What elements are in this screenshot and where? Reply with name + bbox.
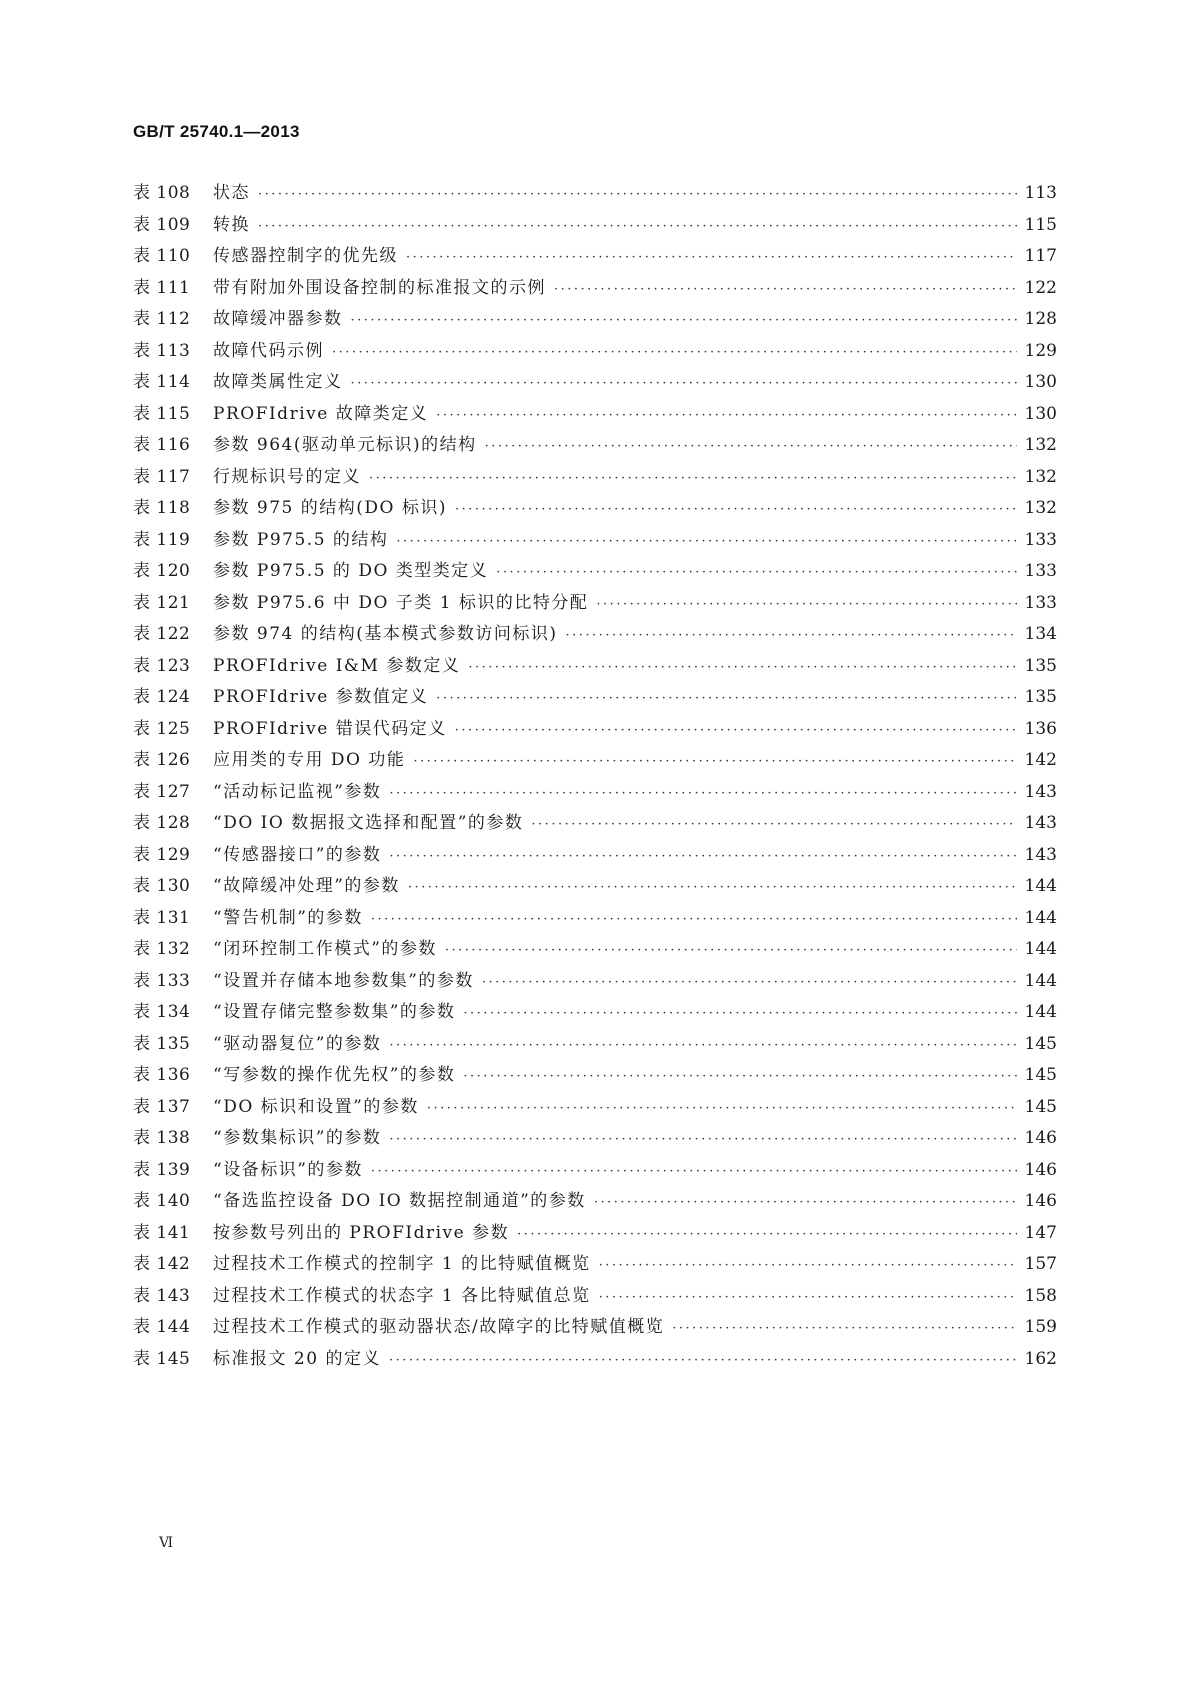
toc-entry — [133, 210, 1057, 242]
toc-entry — [133, 934, 1057, 966]
toc-entry — [133, 493, 1057, 525]
toc-entry — [133, 430, 1057, 462]
toc-entry-number: 表 127 — [133, 781, 191, 802]
toc-entry-page: 132 — [1024, 435, 1057, 455]
toc-dot-leader — [258, 219, 1017, 234]
toc-dot-leader — [389, 786, 1017, 801]
toc-entry — [133, 1249, 1057, 1281]
toc-dot-leader — [351, 313, 1018, 328]
toc-dot-leader — [531, 817, 1017, 832]
toc-dot-leader — [396, 534, 1017, 549]
toc-dot-leader — [406, 250, 1017, 265]
toc-dot-leader — [672, 1321, 1017, 1336]
toc-entry-title: 过程技术工作模式的控制字 1 的比特赋值概览 — [213, 1254, 591, 1274]
toc-entry — [133, 1092, 1057, 1124]
toc-dot-leader — [351, 376, 1018, 391]
toc-dot-leader — [389, 1038, 1017, 1053]
toc-dot-leader — [427, 1101, 1017, 1116]
toc-entry-page: 157 — [1024, 1254, 1057, 1274]
toc-entry-title: “DO 标识和设置”的参数 — [213, 1096, 419, 1117]
toc-entry-title: “设置并存储本地参数集”的参数 — [213, 970, 474, 991]
toc-entry-number: 表 141 — [133, 1222, 191, 1243]
toc-entry-page: 134 — [1024, 624, 1057, 644]
toc-entry — [133, 241, 1057, 273]
toc-entry-title: “故障缓冲处理”的参数 — [213, 876, 400, 896]
toc-dot-leader — [463, 1069, 1017, 1084]
toc-entry — [133, 871, 1057, 903]
toc-entry-title: 状态 — [213, 183, 250, 203]
toc-entry-title: PROFIdrive I&M 参数定义 — [213, 655, 461, 676]
toc-entry-title: 参数 P975.5 的 DO 类型类定义 — [213, 561, 489, 581]
toc-entry-number: 表 135 — [133, 1033, 191, 1054]
toc-entry-number: 表 137 — [133, 1096, 191, 1117]
toc-dot-leader — [436, 408, 1017, 423]
toc-entry — [133, 682, 1057, 714]
toc-entry — [133, 1186, 1057, 1218]
toc-entry-page: 143 — [1024, 844, 1057, 865]
toc-entry-page: 136 — [1024, 718, 1057, 739]
standard-code-header: GB/T 25740.1—2013 — [133, 122, 300, 141]
toc-entry-page: 162 — [1024, 1348, 1057, 1369]
toc-entry-number: 表 118 — [133, 498, 191, 518]
toc-entry-page: 144 — [1024, 970, 1057, 991]
toc-entry-page: 135 — [1024, 655, 1057, 676]
toc-entry-title: “活动标记监视”参数 — [213, 781, 382, 802]
toc-entry-number: 表 123 — [133, 655, 191, 676]
toc-entry-title: “闭环控制工作模式”的参数 — [213, 939, 437, 959]
toc-entry — [133, 1029, 1057, 1061]
toc-entry-page: 143 — [1024, 781, 1057, 802]
toc-entry-number: 表 131 — [133, 907, 191, 928]
toc-entry-page: 144 — [1024, 1002, 1057, 1022]
toc-dot-leader — [463, 1006, 1017, 1021]
toc-entry — [133, 1155, 1057, 1187]
toc-entry — [133, 304, 1057, 336]
toc-entry — [133, 1344, 1057, 1376]
toc-dot-leader — [455, 723, 1017, 738]
toc-entry-title: “设备标识”的参数 — [213, 1159, 363, 1180]
toc-entry-page: 147 — [1024, 1222, 1057, 1243]
toc-entry — [133, 273, 1057, 305]
toc-entry-page: 133 — [1024, 592, 1057, 613]
toc-dot-leader — [332, 345, 1017, 360]
toc-entry-page: 144 — [1024, 939, 1057, 959]
toc-entry-page: 129 — [1024, 340, 1057, 361]
toc-entry-title: PROFIdrive 错误代码定义 — [213, 718, 447, 739]
toc-entry-page: 145 — [1024, 1065, 1057, 1085]
toc-entry-page: 133 — [1024, 529, 1057, 550]
toc-entry — [133, 903, 1057, 935]
toc-entry-page: 135 — [1024, 687, 1057, 707]
toc-entry-number: 表 126 — [133, 750, 191, 770]
toc-dot-leader — [408, 880, 1017, 895]
toc-entry-title: “驱动器复位”的参数 — [213, 1033, 382, 1054]
toc-entry — [133, 462, 1057, 494]
toc-entry-number: 表 145 — [133, 1348, 191, 1369]
toc-entry-title: “DO IO 数据报文选择和配置”的参数 — [213, 813, 524, 833]
toc-entry-number: 表 122 — [133, 624, 191, 644]
toc-entry — [133, 1123, 1057, 1155]
toc-entry-page: 132 — [1024, 466, 1057, 487]
toc-entry-title: 应用类的专用 DO 功能 — [213, 750, 406, 770]
toc-dot-leader — [496, 565, 1017, 580]
toc-entry-number: 表 125 — [133, 718, 191, 739]
toc-dot-leader — [596, 597, 1017, 612]
toc-entry-title: 故障类属性定义 — [213, 372, 343, 392]
toc-dot-leader — [371, 1164, 1017, 1179]
toc-dot-leader — [482, 975, 1017, 990]
toc-entry — [133, 367, 1057, 399]
toc-entry-number: 表 142 — [133, 1254, 191, 1274]
toc-entry — [133, 840, 1057, 872]
toc-entry-number: 表 132 — [133, 939, 191, 959]
toc-entry-title: “警告机制”的参数 — [213, 907, 363, 928]
toc-entry-number: 表 124 — [133, 687, 191, 707]
toc-dot-leader — [389, 1353, 1017, 1368]
toc-dot-leader — [599, 1258, 1017, 1273]
toc-entry-title: PROFIdrive 参数值定义 — [213, 687, 429, 707]
toc-entry-page: 142 — [1024, 750, 1057, 770]
toc-entry-title: PROFIdrive 故障类定义 — [213, 403, 429, 424]
toc-dot-leader — [468, 660, 1017, 675]
toc-entry-page: 130 — [1024, 403, 1057, 424]
toc-dot-leader — [554, 282, 1017, 297]
toc-entry — [133, 966, 1057, 998]
toc-entry — [133, 745, 1057, 777]
toc-dot-leader — [436, 691, 1017, 706]
toc-entry-number: 表 111 — [133, 277, 191, 298]
toc-entry-page: 144 — [1024, 876, 1057, 896]
toc-entry — [133, 1312, 1057, 1344]
toc-entry-title: 过程技术工作模式的驱动器状态/故障字的比特赋值概览 — [213, 1317, 665, 1337]
toc-dot-leader — [369, 471, 1017, 486]
toc-entry — [133, 651, 1057, 683]
toc-entry-page: 115 — [1024, 214, 1057, 235]
toc-dot-leader — [371, 912, 1017, 927]
toc-entry-number: 表 143 — [133, 1285, 191, 1306]
toc-entry-page: 159 — [1024, 1317, 1057, 1337]
toc-entry-title: “设置存储完整参数集”的参数 — [213, 1002, 456, 1022]
toc-entry-number: 表 136 — [133, 1065, 191, 1085]
table-of-contents — [133, 178, 1057, 1375]
toc-entry-title: “备选监控设备 DO IO 数据控制通道”的参数 — [213, 1191, 586, 1211]
toc-entry-page: 143 — [1024, 813, 1057, 833]
toc-entry — [133, 1218, 1057, 1250]
toc-entry-title: 过程技术工作模式的状态字 1 各比特赋值总览 — [213, 1285, 591, 1306]
toc-entry — [133, 714, 1057, 746]
toc-entry-number: 表 133 — [133, 970, 191, 991]
toc-entry-number: 表 121 — [133, 592, 191, 613]
toc-dot-leader — [389, 849, 1017, 864]
toc-entry-title: 按参数号列出的 PROFIdrive 参数 — [213, 1222, 510, 1243]
toc-dot-leader — [455, 502, 1017, 517]
toc-entry-title: “传感器接口”的参数 — [213, 844, 382, 865]
toc-entry-number: 表 119 — [133, 529, 191, 550]
toc-entry-title: 参数 974 的结构(基本模式参数访问标识) — [213, 624, 558, 644]
page-number: Ⅵ — [159, 1535, 174, 1551]
toc-entry — [133, 808, 1057, 840]
toc-entry-page: 113 — [1024, 183, 1057, 203]
toc-dot-leader — [566, 628, 1017, 643]
toc-entry-number: 表 144 — [133, 1317, 191, 1337]
toc-entry-page: 128 — [1024, 309, 1057, 329]
toc-entry-page: 145 — [1024, 1096, 1057, 1117]
toc-entry-number: 表 120 — [133, 561, 191, 581]
toc-entry-title: 参数 P975.6 中 DO 子类 1 标识的比特分配 — [213, 592, 589, 613]
toc-entry — [133, 588, 1057, 620]
toc-entry-number: 表 117 — [133, 466, 191, 487]
toc-entry — [133, 178, 1057, 210]
toc-entry-title: 传感器控制字的优先级 — [213, 246, 398, 266]
toc-entry-number: 表 109 — [133, 214, 191, 235]
toc-entry-number: 表 110 — [133, 246, 191, 266]
toc-dot-leader — [445, 943, 1017, 958]
toc-entry-page: 146 — [1024, 1128, 1057, 1148]
toc-entry-title: 参数 964(驱动单元标识)的结构 — [213, 435, 477, 455]
toc-dot-leader — [258, 187, 1017, 202]
toc-entry-title: 故障代码示例 — [213, 340, 324, 361]
toc-entry-number: 表 128 — [133, 813, 191, 833]
toc-entry-title: 参数 P975.5 的结构 — [213, 529, 389, 550]
toc-entry-title: 行规标识号的定义 — [213, 466, 361, 487]
toc-entry-page: 132 — [1024, 498, 1057, 518]
toc-dot-leader — [413, 754, 1017, 769]
toc-entry-page: 130 — [1024, 372, 1057, 392]
toc-entry-page: 158 — [1024, 1285, 1057, 1306]
toc-entry-title: “参数集标识”的参数 — [213, 1128, 382, 1148]
toc-entry-number: 表 113 — [133, 340, 191, 361]
toc-entry-title: 参数 975 的结构(DO 标识) — [213, 498, 447, 518]
toc-entry-page: 144 — [1024, 907, 1057, 928]
toc-dot-leader — [485, 439, 1017, 454]
toc-entry-title: 转换 — [213, 214, 250, 235]
toc-dot-leader — [389, 1132, 1017, 1147]
toc-entry-page: 145 — [1024, 1033, 1057, 1054]
toc-entry — [133, 1060, 1057, 1092]
toc-entry — [133, 399, 1057, 431]
toc-entry-number: 表 115 — [133, 403, 191, 424]
toc-entry-title: 故障缓冲器参数 — [213, 309, 343, 329]
toc-entry-page: 117 — [1024, 246, 1057, 266]
toc-entry-number: 表 108 — [133, 183, 191, 203]
toc-entry-number: 表 114 — [133, 372, 191, 392]
toc-entry-number: 表 116 — [133, 435, 191, 455]
toc-entry-number: 表 129 — [133, 844, 191, 865]
toc-entry-title: “写参数的操作优先权”的参数 — [213, 1065, 456, 1085]
toc-entry-number: 表 138 — [133, 1128, 191, 1148]
toc-dot-leader — [594, 1195, 1017, 1210]
toc-entry — [133, 997, 1057, 1029]
toc-entry — [133, 336, 1057, 368]
toc-entry — [133, 777, 1057, 809]
toc-entry-page: 146 — [1024, 1159, 1057, 1180]
toc-entry-number: 表 130 — [133, 876, 191, 896]
toc-entry-page: 146 — [1024, 1191, 1057, 1211]
toc-entry — [133, 619, 1057, 651]
toc-entry — [133, 525, 1057, 557]
toc-entry-number: 表 112 — [133, 309, 191, 329]
toc-entry-number: 表 140 — [133, 1191, 191, 1211]
toc-entry-number: 表 139 — [133, 1159, 191, 1180]
toc-entry-number: 表 134 — [133, 1002, 191, 1022]
toc-entry — [133, 1281, 1057, 1313]
toc-dot-leader — [517, 1227, 1017, 1242]
toc-entry — [133, 556, 1057, 588]
toc-entry-title: 标准报文 20 的定义 — [213, 1348, 381, 1369]
toc-entry-page: 133 — [1024, 561, 1057, 581]
toc-entry-title: 带有附加外围设备控制的标准报文的示例 — [213, 277, 546, 298]
toc-entry-page: 122 — [1024, 277, 1057, 298]
toc-dot-leader — [599, 1290, 1017, 1305]
